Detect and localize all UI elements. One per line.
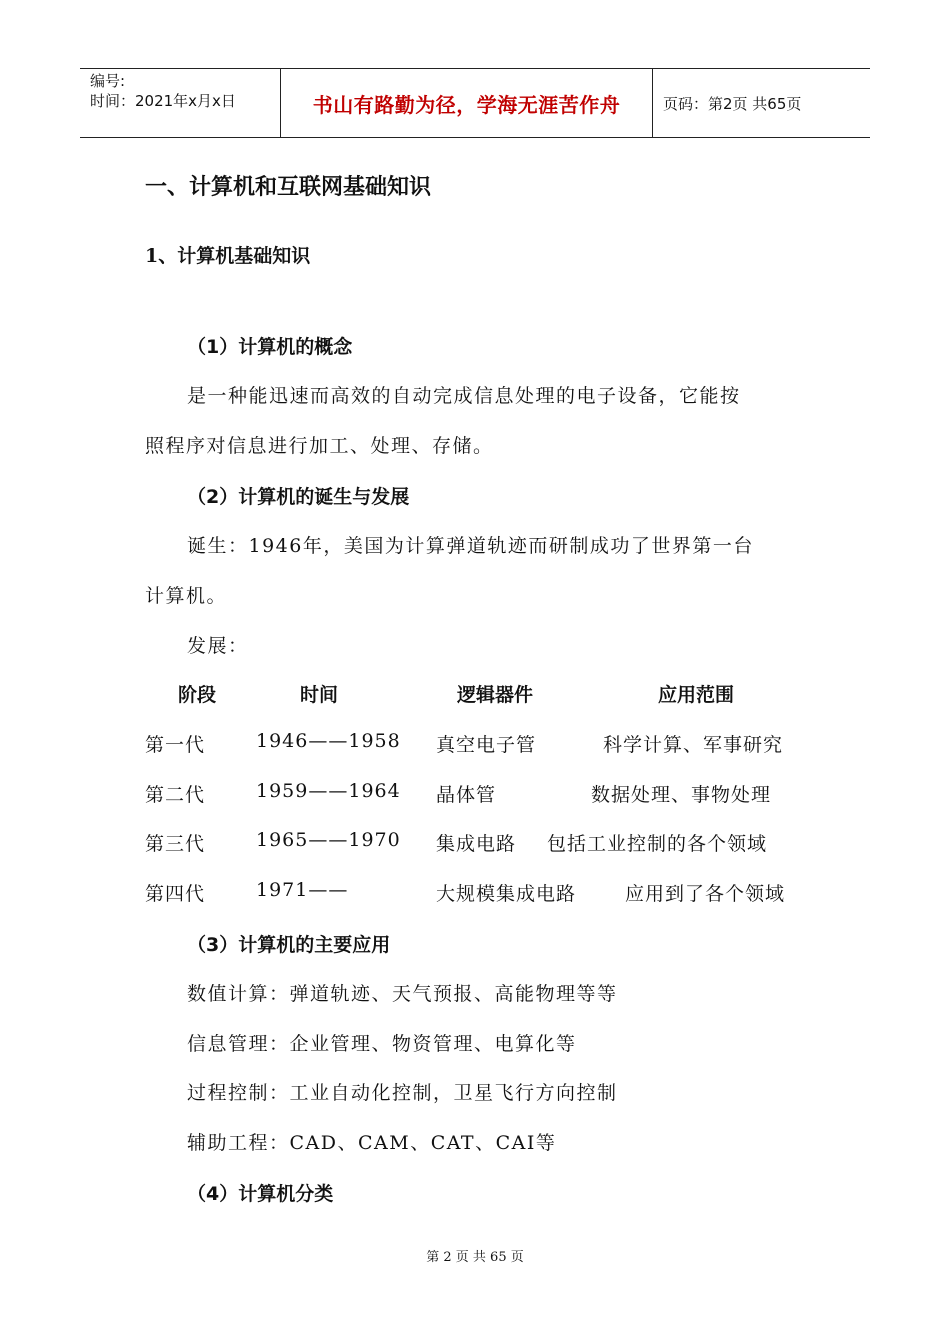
birth-line-2: 计算机。	[145, 585, 228, 607]
table-header-stage: 阶段	[178, 684, 217, 706]
chapter-title: 一、计算机和互联网基础知识	[145, 175, 432, 200]
table-header-time: 时间	[300, 684, 339, 706]
table-cell-device: 大规模集成电路	[436, 883, 577, 905]
table-cell-time: 1946——1958	[256, 730, 401, 752]
subsection-heading-2: （2）计算机的诞生与发展	[187, 486, 410, 508]
table-cell-scope: 数据处理、事物处理	[591, 784, 772, 806]
table-cell-time: 1959——1964	[256, 780, 401, 802]
table-cell-device: 真空电子管	[436, 734, 537, 756]
header-motto-cell	[281, 69, 653, 137]
page-footer: 第 2 页 共 65 页	[426, 1250, 524, 1265]
table-header-scope: 应用范围	[658, 684, 735, 706]
application-item: 辅助工程：CAD、CAM、CAT、CAI等	[187, 1132, 557, 1154]
birth-line-1: 诞生：1946年，美国为计算弹道轨迹而研制成功了世界第一台	[187, 535, 754, 557]
section-heading: 1、计算机基础知识	[145, 245, 311, 267]
header-page-info: 页码：第2页 共65页	[663, 94, 802, 113]
table-cell-stage: 第三代	[145, 833, 206, 855]
subsection-heading-4: （4）计算机分类	[187, 1183, 334, 1205]
document-date: 时间：2021年x月x日	[90, 92, 236, 110]
table-cell-stage: 第四代	[145, 883, 206, 905]
table-cell-device: 集成电路	[436, 833, 517, 855]
header-left-cell	[80, 69, 281, 137]
application-item: 过程控制：工业自动化控制，卫星飞行方向控制	[187, 1082, 618, 1104]
table-cell-stage: 第二代	[145, 784, 206, 806]
table-cell-scope: 科学计算、军事研究	[603, 734, 784, 756]
table-header-device: 逻辑器件	[457, 684, 534, 706]
table-cell-scope: 应用到了各个领域	[625, 883, 786, 905]
application-item: 数值计算：弹道轨迹、天气预报、高能物理等等	[187, 983, 618, 1005]
table-cell-stage: 第一代	[145, 734, 206, 756]
concept-line-1: 是一种能迅速而高效的自动完成信息处理的电子设备，它能按	[187, 385, 741, 407]
concept-line-2: 照程序对信息进行加工、处理、存储。	[145, 435, 494, 457]
header-motto: 书山有路勤为径，学海无涯苦作舟	[312, 92, 621, 117]
page-header	[80, 68, 870, 138]
table-cell-time: 1965——1970	[256, 829, 401, 851]
table-cell-device: 晶体管	[436, 784, 497, 806]
document-number-label: 编号:	[90, 72, 126, 90]
header-page-cell	[653, 69, 870, 137]
table-cell-scope: 包括工业控制的各个领域	[547, 833, 768, 855]
subsection-heading-3: （3）计算机的主要应用	[187, 934, 391, 956]
application-item: 信息管理：企业管理、物资管理、电算化等	[187, 1033, 577, 1055]
subsection-heading-1: （1）计算机的概念	[187, 336, 353, 358]
table-cell-time: 1971——	[256, 879, 349, 901]
development-label: 发展：	[187, 635, 249, 657]
